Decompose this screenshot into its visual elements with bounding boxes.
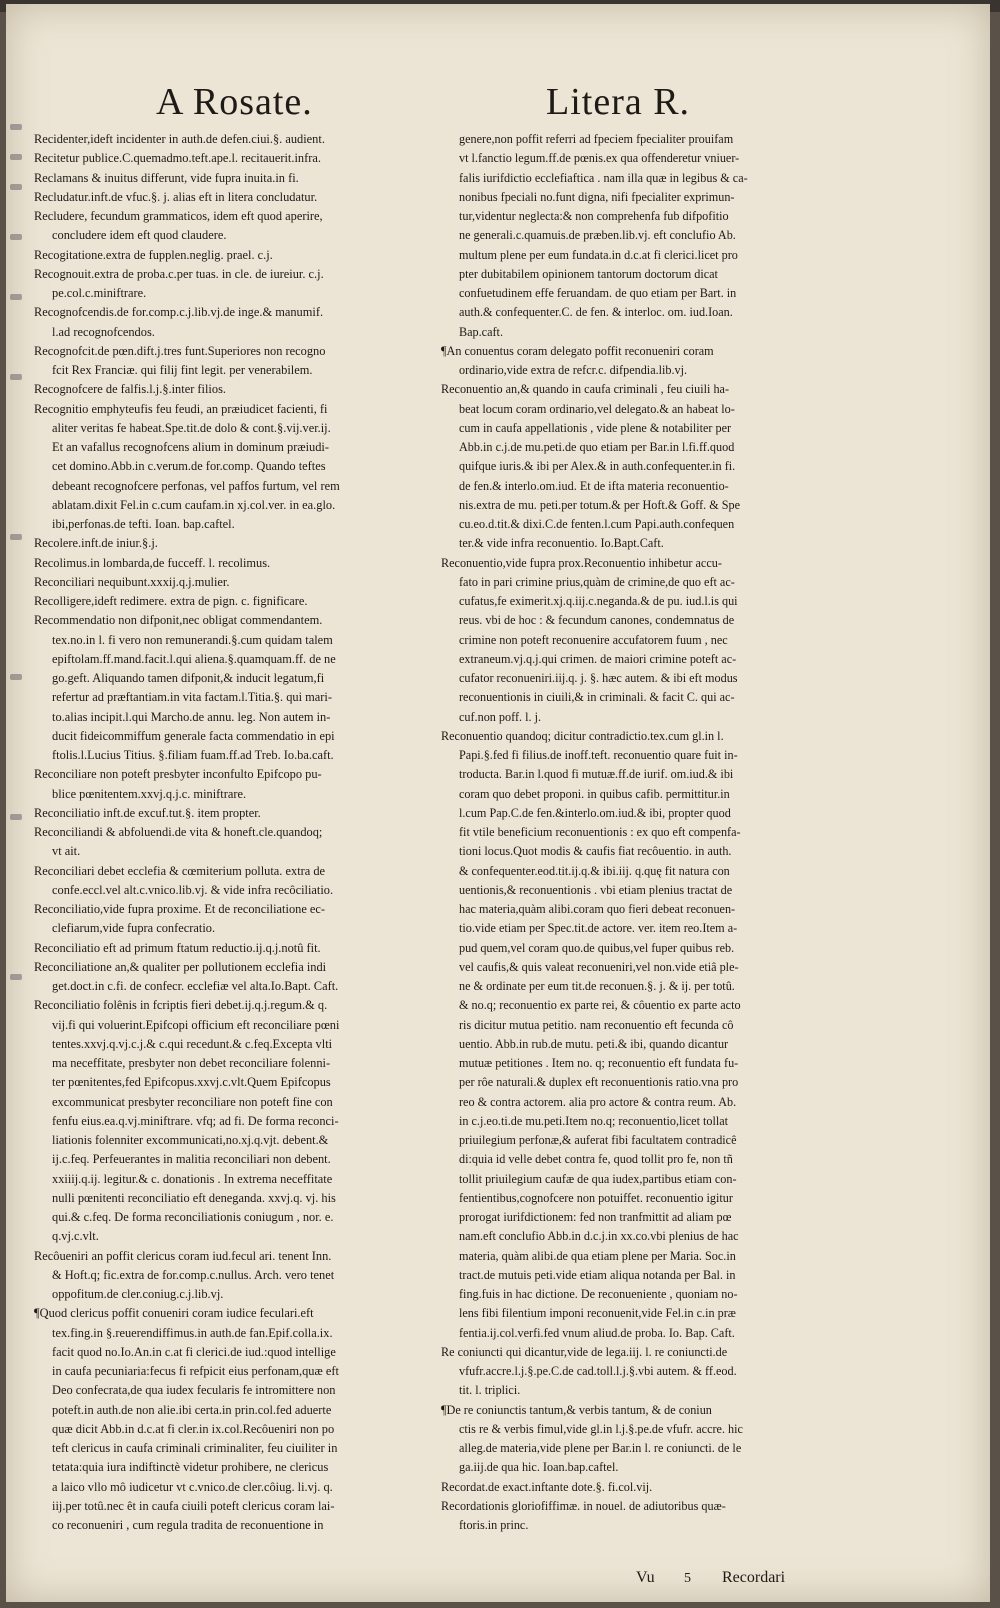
- book-page: [6, 4, 990, 1602]
- text-line: cufator reconueniri.iij.q. j. §. hæc autem. & ibi eft modus: [459, 671, 738, 685]
- text-line: tit. l. triplici.: [459, 1383, 521, 1398]
- text-line: Reconuentio,vide fupra prox.Reconuentio inhibetur accu-: [441, 555, 722, 570]
- text-line: quifque iuris.& ibi per Alex.& in auth.confequenter.in fi.: [459, 459, 736, 474]
- text-line: tex.no.in l. fi vero non remunerandi.§.cum quidam talem: [52, 632, 333, 647]
- right-column: [441, 130, 841, 1535]
- text-line: falis iurifdictio ecclefiaftica . nam illa quæ in legibus & ca-: [459, 170, 748, 185]
- text-line: fato in pari crimine prius,quàm de crimine,de quo eft ac-: [459, 574, 735, 589]
- text-line: Recôueniri an poffit clericus coram iud.fecul ari. tenent Inn.: [34, 1248, 332, 1263]
- text-line: Recognofcit.de pœn.dift.j.tres funt.Superiores non recogno: [34, 343, 326, 358]
- text-line: go.geft. Aliquando tamen difponit,& inducit legatum,fi: [52, 671, 325, 685]
- text-line: iij.per totû.nec êt in caufa ciuili poteft clericus coram lai-: [52, 1498, 335, 1513]
- text-line: di:quia id velle debet contra fe, quod tollit pro fe, non tñ: [459, 1152, 733, 1167]
- text-line: ¶An conuentus coram delegato poffit reconueniri coram: [441, 343, 714, 358]
- page-number: 5: [684, 1571, 691, 1586]
- text-line: Deo confecrata,de qua iudex fecularis fe intromittere non: [52, 1383, 336, 1398]
- text-line: ter.& vide infra reconuentio. Io.Bapt.Caft.: [459, 536, 664, 551]
- text-line: reconuentionis in ciuili,& in criminali. & facit C. qui ac-: [459, 690, 735, 705]
- text-line: Recognofcendis.de for.comp.c.j.lib.vj.de inge.& manumif.: [34, 305, 324, 320]
- text-line: ris dicitur mutua petitio. nam reconuentio eft fecunda cô: [459, 1017, 734, 1032]
- text-line: vel caufis,& quis valeat reconueniri,vel non.vide etiâ ple-: [459, 959, 739, 974]
- signature-mark: Vu: [636, 1569, 655, 1586]
- header-right: Litera R.: [546, 81, 691, 123]
- text-line: genere,non poffit referri ad fpeciem fpecialiter prouifam: [459, 132, 734, 146]
- text-line: ¶De re coniunctis tantum,& verbis tantum, & de coniun: [441, 1402, 712, 1417]
- text-line: tetata:quia iura indiftinctè videtur prohibere, ne clericus: [52, 1460, 329, 1475]
- text-line: ne & ordinate per eum tit.de reconuen.§. j. & ij. per totû.: [459, 979, 735, 993]
- text-line: cet domino.Abb.in c.verum.de for.comp. Quando teftes: [52, 459, 326, 474]
- text-line: prorogat iurifdictionem: fed non tranfmittit ad aliam pœ: [459, 1210, 732, 1224]
- text-line: Reconciliatio,vide fupra proxime. Et de reconciliatione ec-: [34, 902, 326, 916]
- text-line: fing.fuis in hac dictione. De reconueniente , quoniam no-: [459, 1287, 738, 1301]
- text-line: Recolimus.in lombarda,de fucceff. l. recolimus.: [34, 555, 271, 570]
- text-line: Recolere.inft.de iniur.§.j.: [34, 536, 158, 551]
- text-line: vfufr.accre.l.j.§.pe.C.de cad.toll.l.j.§.vbi autem. & ff.eod.: [459, 1364, 737, 1378]
- text-line: qui.& c.feq. De forma reconciliationis coniugum , nor. e.: [52, 1210, 334, 1224]
- text-line: tioni locus.Quot modis & caufis fiat recôuentio. in auth.: [459, 844, 732, 859]
- text-line: quæ dicit Abb.in d.c.at fi cler.in ix.col.Recôueniri non po: [52, 1421, 335, 1436]
- text-line: Reconciliari debet ecclefia & cœmiterium polluta. extra de: [34, 863, 326, 878]
- text-line: Recordationis gloriofiffimæ. in nouel. de adiutoribus quæ-: [441, 1498, 726, 1513]
- text-line: Reconciliatio eft ad primum ftatum reductio.ij.q.j.notû fit.: [34, 940, 321, 955]
- text-line: nam.eft conclufio Abb.in d.c.j.in xx.co.vbi plenius de hac: [459, 1229, 739, 1244]
- text-line: fentia.ij.col.verfi.fed vnum aliud.de proba. Io. Bap. Caft.: [459, 1325, 735, 1340]
- text-line: epiftolam.ff.mand.facit.l.qui aliena.§.quamquam.ff. de ne: [52, 651, 336, 666]
- text-line: tollit priuilegium caufæ de qua iudex,partibus etiam con-: [459, 1171, 737, 1186]
- text-line: Recludere, fecundum grammaticos, idem eft quod aperire,: [34, 209, 323, 223]
- text-line: ne generali.c.quamuis.de præben.lib.vj. eft conclufio Ab.: [459, 228, 736, 243]
- text-line: confuetudinem effe feruandam. de quo etiam per Bart. in: [459, 286, 737, 300]
- text-line: crimine non poteft reconuenire accufatorem fuum , nec: [459, 632, 728, 647]
- text-line: ter pœnitentes,fed Epifcopus.xxvj.c.vlt.Quem Epifcopus: [52, 1075, 331, 1090]
- text-line: a laico vllo mô iudicetur vt c.vnico.de cler.côiug. li.vj. q.: [52, 1479, 333, 1494]
- text-line: auth.& confequenter.C. de fen. & interloc. om. iud.Ioan.: [459, 305, 733, 320]
- text-line: in caufa pecuniaria:fecus fi refpicit eius perfonam,quæ eft: [52, 1364, 339, 1378]
- text-line: ordinario,vide extra de refcr.c. difpendia.lib.vj.: [459, 363, 688, 377]
- text-line: Reconciliare non poteft presbyter inconfulto Epifcopo pu-: [34, 767, 322, 782]
- text-line: Recludatur.inft.de vfuc.§. j. alias eft in litera concludatur.: [34, 189, 318, 204]
- text-line: materia, quàm alibi.de qua etiam plene per Maria. Soc.in: [459, 1248, 736, 1263]
- text-line: ¶Quod clericus poffit conueniri coram iudice feculari.eft: [34, 1306, 314, 1321]
- text-line: hac materia,quàm alibi.coram quo fieri debeat reconuen-: [459, 902, 736, 916]
- text-line: ij.c.feq. Perfeuerantes in malitia reconciliari non debent.: [52, 1152, 331, 1167]
- text-line: ftolis.l.Lucius Titius. §.filiam fuam.ff.ad Treb. Io.ba.caft.: [52, 748, 334, 762]
- text-line: & Hoft.q; fic.extra de for.comp.c.nullus. Arch. vero tenet: [52, 1267, 335, 1282]
- text-line: liationis folenniter excommunicati,no.xj.q.vjt. debent.&: [52, 1133, 329, 1147]
- text-line: cuf.non poff. l. j.: [459, 709, 542, 724]
- text-line: ctis re & verbis fimul,vide gl.in l.j.§.pe.de vfufr. accre. hic: [459, 1421, 743, 1436]
- text-line: co reconueniri , cum regula tradita de reconuentione in: [52, 1518, 324, 1532]
- text-line: extraneum.vj.q.j.qui crimen. de maiori crimine poteft ac-: [459, 651, 737, 666]
- text-line: cu.eo.d.tit.& dixi.C.de fenten.l.cum Papi.auth.confequen: [459, 517, 735, 531]
- text-line: nis.extra de mu. peti.per totum.& per Hoft.& Goff. & Spe: [459, 497, 741, 512]
- text-line: l.cum Pap.C.de fen.&interlo.om.iud.& ibi, propter quod: [459, 805, 731, 820]
- text-line: tentes.xxvj.q.vj.c.j.& c.qui recedunt.& c.feq.Excepta vlti: [52, 1036, 333, 1051]
- text-line: Recogitatione.extra de fupplen.neglig. prael. c.j.: [34, 247, 273, 262]
- text-line: Reconciliatio inft.de excuf.tut.§. item propter.: [34, 805, 261, 820]
- text-line: get.doct.in c.fi. de confecr. ecclefiæ vel alta.Io.Bapt. Caft.: [52, 979, 339, 993]
- text-line: cum in caufa appellationis , vide plene & notabiliter per: [459, 420, 732, 435]
- text-line: Et an vafallus recognofcens alium in dominum præiudi-: [52, 440, 330, 454]
- text-line: Recordat.de exact.inftante dote.§. fi.col.vij.: [441, 1479, 653, 1494]
- text-line: & no.q; reconuentio ex parte rei, & côuentio ex parte acto: [459, 998, 741, 1013]
- text-line: concludere idem eft quod claudere.: [52, 228, 227, 243]
- text-line: Re coniuncti qui dicantur,vide de lega.iij. l. re coniuncti.de: [441, 1344, 728, 1359]
- left-margin-thumb-marks: [6, 114, 30, 1114]
- page-footer: [6, 1569, 990, 1593]
- text-line: Recognitio emphyteufis feu feudi, an præiudicet facienti, fi: [34, 401, 328, 416]
- text-line: fentientibus,cognofcere non potuiffet. reconuentio igitur: [459, 1190, 733, 1205]
- text-line: Reclamans & inuitus differunt, vide fupra inuita.in fi.: [34, 170, 299, 185]
- catchword: Recordari: [722, 1569, 786, 1586]
- text-line: Reconciliandi & abfoluendi.de vita & honeft.cle.quandoq;: [34, 825, 323, 839]
- text-line: Recognofcere de falfis.l.j.§.inter filios.: [34, 382, 226, 397]
- text-line: ablatam.dixit Fel.in c.cum caufam.in xj.col.ver. in ea.glo.: [52, 497, 336, 512]
- text-line: cufatus,fe eximerit.xj.q.iij.c.neganda.& de pu. iud.l.is qui: [459, 594, 738, 608]
- text-line: l.ad recognofcendos.: [52, 324, 155, 339]
- text-line: Reconuentio quandoq; dicitur contradictio.tex.cum gl.in l.: [441, 728, 724, 743]
- text-line: ma neceffitate, presbyter non debet reconciliare folenni-: [52, 1056, 331, 1070]
- text-line: pter dubitabilem opinionem tantorum doctorum dicat: [459, 266, 718, 281]
- text-line: Papi.§.fed fi filius.de inoff.teft. reconuentio quare fuit in-: [459, 748, 738, 762]
- text-line: pe.col.c.miniftrare.: [52, 286, 147, 300]
- text-line: ducit fideicommiffum generale facta commendatio in epi: [52, 728, 335, 743]
- text-line: uentio. Abb.in rub.de mutu. peti.& ibi, quando dicantur: [459, 1036, 729, 1051]
- text-line: priuilegium perfonæ,& auferat fibi facultatem contradicê: [459, 1133, 737, 1147]
- text-line: tex.fing.in §.reuerendiffimus.in auth.de fan.Epif.colla.ix.: [52, 1325, 333, 1340]
- text-line: in c.j.eo.ti.de mu.peti.Item no.q; reconuentio,licet tollat: [459, 1113, 729, 1128]
- text-line: to.alias incipit.l.qui Marcho.de annu. leg. Non autem in-: [52, 709, 331, 724]
- text-line: lens fibi filentium imponi reconuenit,vide Fel.in c.in præ: [459, 1306, 736, 1321]
- text-line: ibi,perfonas.de tefti. Ioan. bap.caftel.: [52, 517, 235, 531]
- text-line: xxiiij.q.ij. legitur.& c. donationis . In extrema neceffitate: [52, 1171, 333, 1186]
- text-line: fit vtile beneficium reconuentionis : ex quo eft compenfa-: [459, 825, 741, 839]
- text-line: per rôe naturali.& duplex eft reconuentionis ratio.vna pro: [459, 1075, 739, 1090]
- text-line: Recolligere,ideft redimere. extra de pign. c. fignificare.: [34, 594, 308, 608]
- text-line: Reconciliatione an,& qualiter per pollutionem ecclefia indi: [34, 959, 327, 974]
- text-line: uentionis,& reconuentionis . vbi etiam plenius tractat de: [459, 882, 733, 897]
- text-line: teft clericus in caufa criminali criminaliter, feu ciuiliter in: [52, 1441, 338, 1455]
- text-line: ga.iij.de qua hic. Ioan.bap.caftel.: [459, 1460, 619, 1475]
- text-line: q.vj.c.vlt.: [52, 1229, 99, 1244]
- text-line: debeant recognofcere perfonas, vel paffos furtum, vel rem: [52, 478, 340, 493]
- text-line: Abb.in c.j.de mu.peti.de quo etiam per Bar.in l.fi.ff.quod: [459, 440, 735, 454]
- text-line: coram quo debet proponi. in quibus cafib. permittitur.in: [459, 786, 730, 801]
- text-line: nulli pœnitenti reconciliatio eft deneganda. xxvj.q. vj. his: [52, 1190, 336, 1205]
- text-line: excommunicat presbyter reconciliare non poteft fine con: [52, 1094, 333, 1109]
- text-line: aliter veritas fe habeat.Spe.tit.de dolo & cont.§.vij.ver.ij.: [52, 420, 331, 435]
- text-line: ftoris.in princ.: [459, 1518, 529, 1532]
- text-line: vij.fi qui voluerint.Epifcopi officium eft reconciliare pœni: [52, 1017, 340, 1032]
- text-line: multum plene per eum fundata.in d.c.at fi clerici.licet pro: [459, 247, 738, 262]
- text-line: poteft.in auth.de non alie.ibi certa.in prin.col.fed aduerte: [52, 1402, 332, 1417]
- text-line: Recognouit.extra de proba.c.per tuas. in cle. de iureiur. c.j.: [34, 266, 324, 281]
- text-line: de fen.& interlo.om.iud. Et de ifta materia reconuentio-: [459, 478, 729, 493]
- text-line: reo & contra actorem. alia pro actore & contra reum. Ab.: [459, 1094, 737, 1109]
- text-line: beat locum coram ordinario,vel delegato.& an habeat lo-: [459, 401, 735, 416]
- text-line: fenfu eius.ea.q.vj.miniftrare. vfq; ad fi. De forma reconci-: [52, 1113, 339, 1128]
- text-line: Recitetur publice.C.quemadmo.teft.ape.l. recitauerit.infra.: [34, 151, 321, 166]
- text-line: fcit Rex Franciæ. qui filij fint legit. per venerabilem.: [52, 363, 313, 377]
- text-line: clefiarum,vide fupra confecratio.: [52, 921, 216, 936]
- text-line: refertur ad præftantiam.in vita factam.l.Titia.§. qui mari-: [52, 690, 332, 705]
- text-line: alleg.de materia,vide plene per Bar.in l. re coniuncti. de le: [459, 1441, 742, 1455]
- text-line: tract.de mutuis peti.vide etiam aliqua notanda per Bal. in: [459, 1267, 736, 1282]
- text-line: facit quod no.Io.An.in c.at fi clerici.de iud.:quod intellige: [52, 1344, 336, 1359]
- text-line: Reconuentio an,& quando in caufa criminali , feu ciuili ha-: [441, 382, 730, 397]
- text-line: Reconciliatio folênis in fcriptis fieri debet.ij.q.j.regum.& q.: [34, 998, 328, 1013]
- text-line: nonibus fpeciali no.funt digna, nifi fpecialiter exprimun-: [459, 189, 735, 204]
- header-left: A Rosate.: [156, 81, 313, 123]
- text-line: blice pœnitentem.xxvj.q.j.c. miniftrare.: [52, 786, 247, 801]
- text-line: Recidenter,ideft incidenter in auth.de defen.ciui.§. audient.: [34, 132, 325, 146]
- running-header: [6, 74, 990, 130]
- text-line: tur,videntur neglecta:& non comprehenfa fub difpofitio: [459, 209, 729, 223]
- left-column: [34, 130, 452, 1535]
- text-line: confe.eccl.vel alt.c.vnico.lib.vj. & vide infra recôciliatio.: [52, 882, 334, 897]
- text-line: Reconciliari nequibunt.xxxij.q.j.mulier.: [34, 574, 230, 589]
- text-line: reus. vbi de hoc : & fecundum canones, condemnatus de: [459, 613, 735, 628]
- text-line: pud quem,vel coram quo.de quibus,vel fuper quibus reb.: [459, 940, 735, 955]
- text-line: troducta. Bar.in l.quod fi mutuæ.ff.de iurif. om.iud.& ibi: [459, 767, 734, 782]
- text-line: Recommendatio non difponit,nec obligat commendantem.: [34, 613, 323, 628]
- text-line: oppofitum.de cler.coniug.c.j.lib.vj.: [52, 1287, 224, 1301]
- text-line: mutuæ petitiones . Item no. q; reconuentio eft fundata fu-: [459, 1056, 739, 1070]
- text-line: vt ait.: [52, 844, 81, 859]
- text-line: tio.vide etiam per Spec.tit.de actore. ver. item reo.Item a-: [459, 921, 738, 936]
- text-line: Bap.caft.: [459, 324, 503, 339]
- text-line: & confequenter.eod.tit.ij.q.& ibi.iij. q.quę fit natura con: [459, 863, 730, 878]
- text-line: vt l.fanctio legum.ff.de pœnis.ex qua offenderetur vniuer-: [459, 151, 740, 166]
